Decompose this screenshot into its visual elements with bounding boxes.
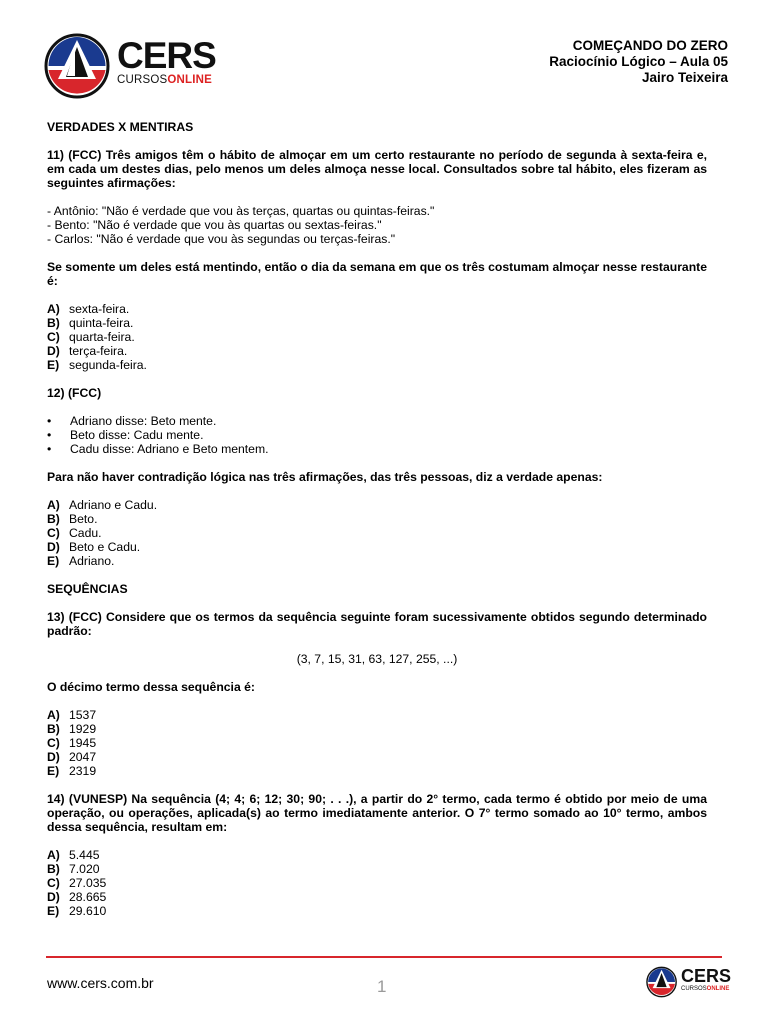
option-e: E) segunda-feira. — [47, 358, 147, 372]
option-e: E) 29.610 — [47, 904, 107, 918]
q14-options — [47, 848, 707, 918]
course-title: COMEÇANDO DO ZERO — [572, 38, 728, 53]
document-body — [47, 120, 707, 918]
option-d: D) terça-feira. — [47, 344, 128, 358]
option-c: C) 1945 — [47, 736, 97, 750]
section-title: SEQUÊNCIAS — [47, 582, 128, 596]
q11-statement-3: - Carlos: "Não é verdade que vou às segundas ou terças-feiras." — [47, 232, 396, 246]
logo-wordmark — [117, 35, 216, 86]
option-e: E) 2319 — [47, 764, 97, 778]
footer-divider — [46, 956, 722, 958]
option-d: D) 28.665 — [47, 890, 107, 904]
option-b: B) Beto. — [47, 512, 98, 526]
teacher-name: Jairo Teixeira — [641, 70, 728, 85]
q12-bullets — [47, 414, 707, 456]
q12-question: Para não haver contradição lógica nas três afirmações, das três pessoas, diz a verdade apenas: — [47, 470, 603, 484]
list-item: • Adriano disse: Beto mente. — [47, 414, 217, 428]
q12-stem: 12) (FCC) — [47, 386, 102, 400]
cers-logo-icon — [646, 966, 679, 998]
option-a: A) 1537 — [47, 708, 97, 722]
logo-subtitle: CURSOSONLINE — [117, 74, 213, 86]
option-c: C) Cadu. — [47, 526, 102, 540]
option-b: B) 1929 — [47, 722, 97, 736]
option-a: A) sexta-feira. — [47, 302, 130, 316]
q11-statement-1: - Antônio: "Não é verdade que vou às terças, quartas ou quintas-feiras." — [47, 204, 435, 218]
q11-question: Se somente um deles está mentindo, então o dia da semana em que os três costumam almoçar nesse restaurante é: — [47, 260, 707, 288]
footer-logo-subtitle: CURSOSONLINE — [681, 986, 730, 992]
list-item: • Cadu disse: Adriano e Beto mentem. — [47, 442, 269, 456]
q12-options — [47, 498, 707, 568]
q11-statement-2: - Bento: "Não é verdade que vou às quartas ou sextas-feiras." — [47, 218, 382, 232]
option-c: C) quarta-feira. — [47, 330, 135, 344]
q13-options — [47, 708, 707, 778]
q11-options — [47, 302, 707, 372]
option-b: B) quinta-feira. — [47, 316, 134, 330]
section-title: VERDADES X MENTIRAS — [47, 120, 194, 134]
option-a: A) 5.445 — [47, 848, 100, 862]
page-number: 1 — [377, 977, 387, 996]
option-b: B) 7.020 — [47, 862, 100, 876]
footer-logo — [646, 966, 732, 1000]
logo-cers-text: CERS — [117, 35, 216, 76]
footer-logo-text: CERS — [681, 966, 732, 986]
cers-logo — [44, 33, 114, 99]
q13-question: O décimo termo dessa sequência é: — [47, 680, 255, 694]
option-d: D) Beto e Cadu. — [47, 540, 141, 554]
document-header — [549, 38, 728, 86]
option-e: E) Adriano. — [47, 554, 115, 568]
q13-stem: 13) (FCC) Considere que os termos da sequência seguinte foram sucessivamente obtidos segundo determinado padrão: — [47, 610, 707, 638]
q11-stem: 11) (FCC) Três amigos têm o hábito de almoçar em um certo restaurante no período de segunda à sexta-feira e, em cada um destes dias, pelo menos um deles almoça nesse local. Consultados sobre tal hábito, eles fizeram as seguintes afirmações: — [47, 148, 707, 190]
q13-sequence: (3, 7, 15, 31, 63, 127, 255, ...) — [296, 652, 458, 666]
option-c: C) 27.035 — [47, 876, 107, 890]
option-a: A) Adriano e Cadu. — [47, 498, 158, 512]
q14-stem: 14) (VUNESP) Na sequência (4; 4; 6; 12; 30; 90; . . .), a partir do 2° termo, cada termo é obtido por meio de uma operação, ou operações, aplicada(s) ao termo imediatamente anterior. O 7° termo somado ao 10° termo, ambos dessa sequência, resultam em: — [47, 792, 707, 834]
website-link[interactable]: www.cers.com.br — [47, 975, 154, 991]
option-d: D) 2047 — [47, 750, 97, 764]
lesson-title: Raciocínio Lógico – Aula 05 — [549, 54, 728, 69]
list-item: • Beto disse: Cadu mente. — [47, 428, 204, 442]
